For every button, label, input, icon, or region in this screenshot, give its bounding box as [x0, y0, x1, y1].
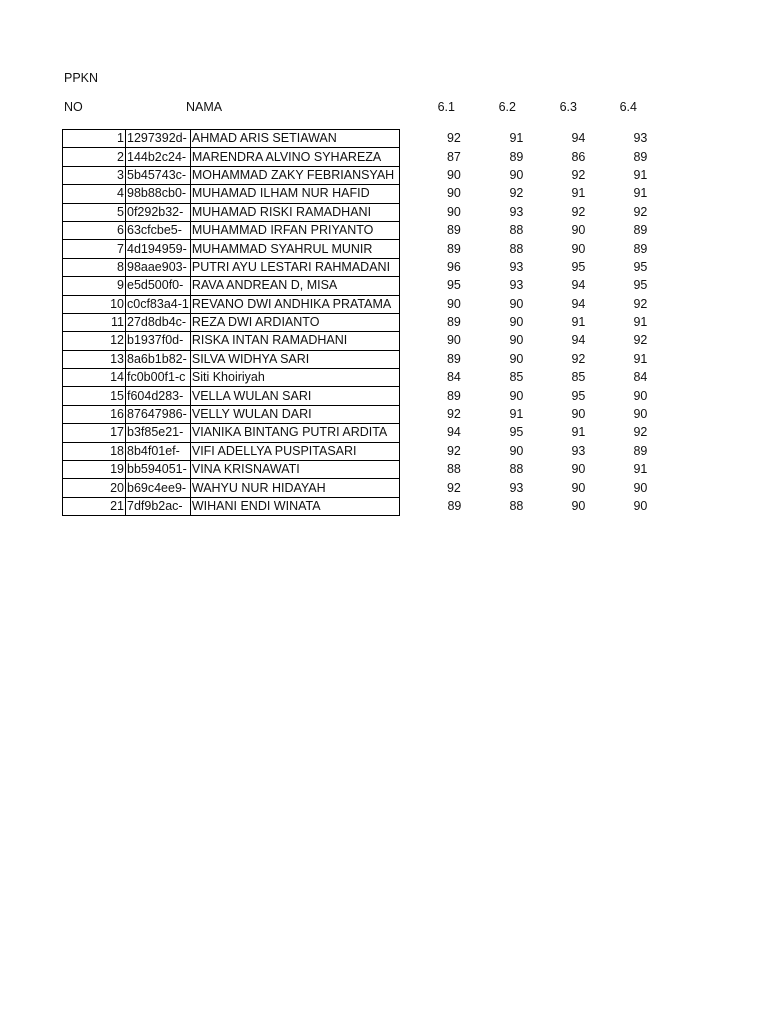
student-name: VINA KRISNAWATI: [190, 461, 399, 479]
score-6-2: 90: [509, 351, 524, 366]
score-6-1: 89: [446, 223, 461, 238]
score-6-2: 93: [509, 278, 524, 293]
score-6-2: 90: [509, 443, 524, 458]
score-6-2: 90: [509, 167, 524, 182]
header-score-6-1: 6.1: [437, 100, 455, 114]
student-name: RAVA ANDREAN D, MISA: [190, 277, 399, 295]
student-id: fc0b00f1-c: [126, 369, 191, 387]
student-id: f604d283-: [126, 387, 191, 405]
row-number: 4: [63, 185, 126, 203]
row-number: 20: [63, 479, 126, 497]
table-row: [63, 442, 649, 460]
student-id: 27d8db4c-: [126, 313, 191, 331]
table-row: [63, 166, 649, 184]
student-name: MOHAMMAD ZAKY FEBRIANSYAH: [190, 166, 399, 184]
score-6-4: 89: [633, 223, 648, 238]
score-6-3: 92: [571, 204, 586, 219]
score-6-4: 95: [633, 259, 648, 274]
table-row: [63, 461, 649, 479]
table-row: [63, 258, 649, 276]
score-6-3: 95: [571, 388, 586, 403]
score-6-4: 92: [633, 425, 648, 440]
row-number: 11: [63, 313, 126, 331]
score-6-1: 90: [446, 186, 461, 201]
student-name: Siti Khoiriyah: [190, 369, 399, 387]
column-header-row: [0, 99, 768, 115]
score-6-4: 91: [633, 351, 648, 366]
row-number: 12: [63, 332, 126, 350]
score-6-4: 90: [633, 407, 648, 422]
row-number: 13: [63, 350, 126, 368]
score-6-3: 92: [571, 167, 586, 182]
score-6-2: 93: [509, 480, 524, 495]
score-6-2: 88: [509, 223, 524, 238]
table-row: [63, 277, 649, 295]
score-6-3: 86: [571, 149, 586, 164]
score-6-1: 90: [446, 333, 461, 348]
score-6-2: 92: [509, 186, 524, 201]
score-6-3: 92: [571, 351, 586, 366]
score-6-2: 88: [509, 241, 524, 256]
row-number: 21: [63, 497, 126, 515]
row-number: 16: [63, 405, 126, 423]
score-6-4: 90: [633, 388, 648, 403]
header-score-6-4: 6.4: [619, 100, 637, 114]
table-row: [63, 369, 649, 387]
header-no: NO: [64, 100, 83, 114]
student-score-table: [62, 129, 649, 516]
score-6-1: 89: [446, 351, 461, 366]
student-name: MARENDRA ALVINO SYHAREZA: [190, 148, 399, 166]
score-6-2: 90: [509, 315, 524, 330]
table-row: [63, 387, 649, 405]
table-row: [63, 203, 649, 221]
row-number: 5: [63, 203, 126, 221]
score-6-3: 90: [571, 241, 586, 256]
student-name: VIFI ADELLYA PUSPITASARI: [190, 442, 399, 460]
header-score-6-3: 6.3: [559, 100, 577, 114]
score-6-3: 93: [571, 443, 586, 458]
student-name: REZA DWI ARDIANTO: [190, 313, 399, 331]
score-6-3: 94: [571, 333, 586, 348]
table-row: [63, 313, 649, 331]
row-number: 10: [63, 295, 126, 313]
score-6-2: 93: [509, 204, 524, 219]
score-6-4: 92: [633, 296, 648, 311]
table-row: [63, 405, 649, 423]
table-row: [63, 185, 649, 203]
row-number: 15: [63, 387, 126, 405]
row-number: 7: [63, 240, 126, 258]
score-6-4: 90: [633, 480, 648, 495]
score-6-3: 85: [571, 370, 586, 385]
score-6-1: 92: [446, 443, 461, 458]
header-score-6-2: 6.2: [498, 100, 516, 114]
table-row: [63, 148, 649, 166]
student-name: VELLA WULAN SARI: [190, 387, 399, 405]
student-name: PUTRI AYU LESTARI RAHMADANI: [190, 258, 399, 276]
student-name: WIHANI ENDI WINATA: [190, 497, 399, 515]
score-6-4: 93: [633, 131, 648, 146]
header-nama: NAMA: [186, 100, 223, 114]
score-6-4: 95: [633, 278, 648, 293]
row-number: 8: [63, 258, 126, 276]
student-name: MUHAMAD ILHAM NUR HAFID: [190, 185, 399, 203]
student-id: 8b4f01ef-: [126, 442, 191, 460]
score-6-4: 91: [633, 186, 648, 201]
row-number: 17: [63, 424, 126, 442]
score-6-1: 84: [446, 370, 461, 385]
student-id: e5d500f0-: [126, 277, 191, 295]
student-name: MUHAMMAD SYAHRUL MUNIR: [190, 240, 399, 258]
score-6-1: 92: [446, 480, 461, 495]
student-name: MUHAMAD RISKI RAMADHANI: [190, 203, 399, 221]
score-6-1: 90: [446, 296, 461, 311]
table-row: [63, 332, 649, 350]
score-6-1: 92: [446, 407, 461, 422]
score-6-4: 91: [633, 167, 648, 182]
student-id: 63cfcbe5-: [126, 221, 191, 239]
score-6-2: 85: [509, 370, 524, 385]
score-6-3: 91: [571, 315, 586, 330]
score-6-1: 94: [446, 425, 461, 440]
table-row: [63, 130, 649, 148]
row-number: 3: [63, 166, 126, 184]
table-row: [63, 479, 649, 497]
score-6-2: 93: [509, 259, 524, 274]
student-id: 98aae903-: [126, 258, 191, 276]
score-6-3: 90: [571, 223, 586, 238]
table-row: [63, 424, 649, 442]
student-id: 0f292b32-: [126, 203, 191, 221]
score-6-4: 89: [633, 443, 648, 458]
score-6-3: 90: [571, 407, 586, 422]
score-6-1: 87: [446, 149, 461, 164]
row-number: 9: [63, 277, 126, 295]
score-6-1: 95: [446, 278, 461, 293]
score-6-3: 94: [571, 131, 586, 146]
score-6-1: 96: [446, 259, 461, 274]
student-name: VIANIKA BINTANG PUTRI ARDITA: [190, 424, 399, 442]
score-6-1: 89: [446, 241, 461, 256]
score-6-4: 91: [633, 315, 648, 330]
score-6-4: 91: [633, 462, 648, 477]
student-id: b69c4ee9-: [126, 479, 191, 497]
score-6-2: 88: [509, 499, 524, 513]
student-id: 8a6b1b82-: [126, 350, 191, 368]
sheet-title: PPKN: [64, 71, 99, 85]
score-6-3: 90: [571, 462, 586, 477]
table-row: [63, 497, 649, 515]
student-id: 87647986-: [126, 405, 191, 423]
table-row: [63, 221, 649, 239]
row-number: 14: [63, 369, 126, 387]
student-id: 98b88cb0-: [126, 185, 191, 203]
score-6-2: 91: [509, 131, 524, 146]
score-6-3: 94: [571, 278, 586, 293]
score-6-4: 90: [633, 499, 648, 513]
score-6-2: 95: [509, 425, 524, 440]
score-6-3: 91: [571, 186, 586, 201]
score-6-2: 91: [509, 407, 524, 422]
student-name: VELLY WULAN DARI: [190, 405, 399, 423]
score-6-3: 95: [571, 259, 586, 274]
table-row: [63, 295, 649, 313]
score-grid: [62, 129, 649, 516]
score-6-2: 89: [509, 149, 524, 164]
score-6-2: 88: [509, 462, 524, 477]
student-id: 5b45743c-: [126, 166, 191, 184]
row-number: 19: [63, 461, 126, 479]
score-6-4: 84: [633, 370, 648, 385]
student-name: WAHYU NUR HIDAYAH: [190, 479, 399, 497]
score-grid-body: [63, 130, 649, 516]
score-6-3: 90: [571, 480, 586, 495]
score-6-3: 91: [571, 425, 586, 440]
student-name: MUHAMMAD IRFAN PRIYANTO: [190, 221, 399, 239]
row-number: 2: [63, 148, 126, 166]
score-6-3: 90: [571, 499, 586, 513]
score-6-1: 89: [446, 388, 461, 403]
student-id: 144b2c24-: [126, 148, 191, 166]
table-row: [63, 350, 649, 368]
table-row: [63, 240, 649, 258]
score-6-1: 92: [446, 131, 461, 146]
score-6-1: 90: [446, 204, 461, 219]
student-name: RISKA INTAN RAMADHANI: [190, 332, 399, 350]
score-6-4: 89: [633, 149, 648, 164]
row-number: 18: [63, 442, 126, 460]
score-6-1: 89: [446, 315, 461, 330]
student-id: b3f85e21-: [126, 424, 191, 442]
student-id: 7df9b2ac-: [126, 497, 191, 515]
student-name: SILVA WIDHYA SARI: [190, 350, 399, 368]
score-6-1: 89: [447, 499, 462, 513]
score-6-4: 89: [633, 241, 648, 256]
student-name: REVANO DWI ANDHIKA PRATAMA: [190, 295, 399, 313]
score-6-1: 90: [446, 167, 461, 182]
student-name: AHMAD ARIS SETIAWAN: [190, 130, 399, 148]
score-6-4: 92: [633, 333, 648, 348]
student-id: c0cf83a4-1: [126, 295, 191, 313]
score-6-4: 92: [633, 204, 648, 219]
student-id: b1937f0d-: [126, 332, 191, 350]
student-id: 4d194959-: [126, 240, 191, 258]
score-6-2: 90: [509, 388, 524, 403]
score-6-3: 94: [571, 296, 586, 311]
score-6-2: 90: [509, 333, 524, 348]
score-6-1: 88: [446, 462, 461, 477]
score-6-2: 90: [509, 296, 524, 311]
row-number: 1: [63, 130, 126, 148]
student-id: bb594051-: [126, 461, 191, 479]
student-id: 1297392d-: [126, 130, 191, 148]
row-number: 6: [63, 221, 126, 239]
